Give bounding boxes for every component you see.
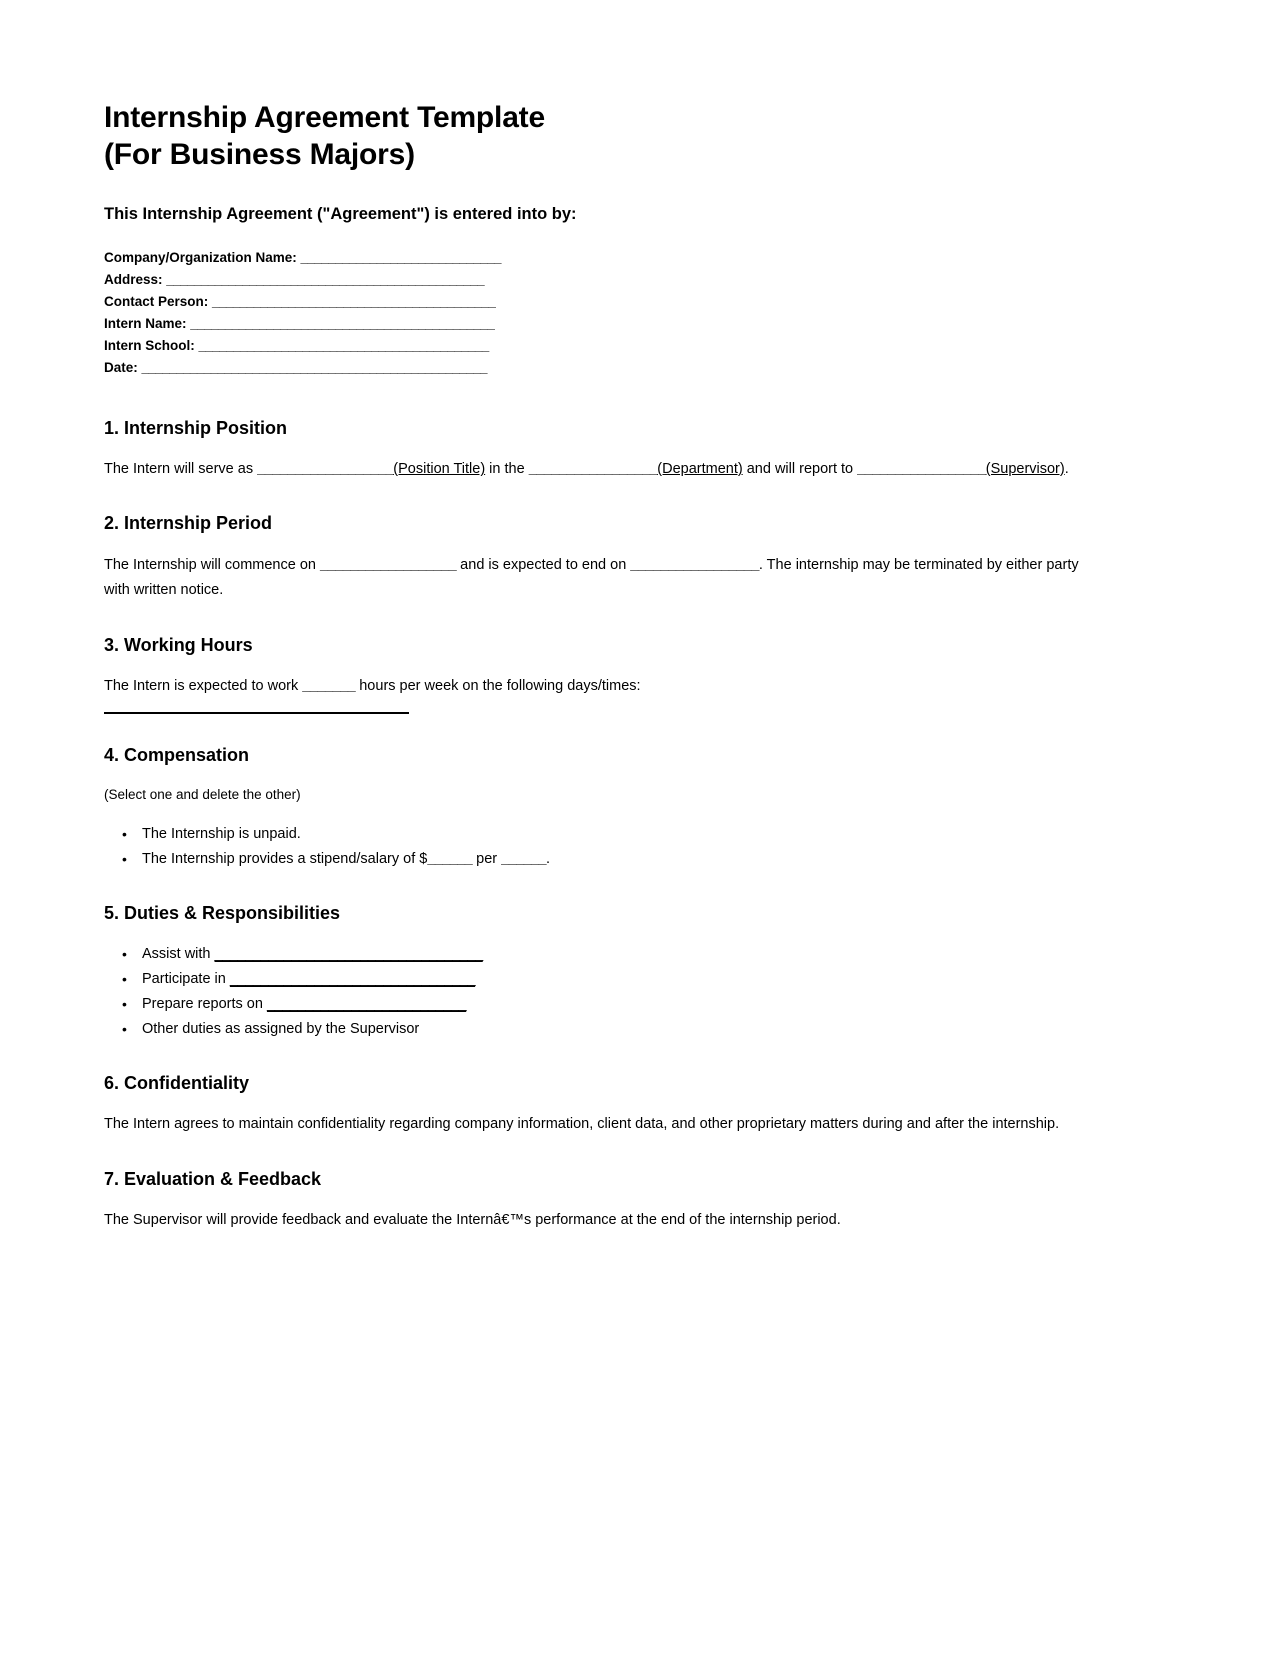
field-label-date: Date: <box>104 359 138 375</box>
field-label-address: Address: <box>104 272 163 288</box>
section-text-period <box>104 553 1079 604</box>
title-line-1: Internship Agreement Template <box>104 101 545 134</box>
position-label-title: (Position Title) <box>393 461 486 478</box>
title-line-2: (For Business Majors) <box>104 137 415 171</box>
compensation-option-1-text-1: The Internship is unpaid. <box>142 825 301 842</box>
section-heading-confidentiality: 6. Confidentiality <box>104 1072 250 1093</box>
section-heading-duties: 5. Duties & Responsibilities <box>104 902 341 923</box>
field-row-address <box>104 269 1079 291</box>
duty-1-blank[interactable]: ___________________________________ <box>214 946 483 963</box>
list-item[interactable] <box>142 847 1079 872</box>
position-text-2: in the <box>485 461 529 478</box>
page-title <box>104 100 1079 173</box>
position-text-1: The Intern will serve as <box>104 461 258 478</box>
section-heading-period: 2. Internship Period <box>104 513 273 534</box>
position-label-supervisor: (Supervisor) <box>985 461 1065 478</box>
section-text-evaluation: The Supervisor will provide feedback and evaluate the Internâ€™s performance at the end of the internship period. <box>104 1212 841 1229</box>
compensation-option-2-text-2: per <box>472 850 502 867</box>
position-blank-supervisor[interactable]: _________________ <box>857 461 986 478</box>
position-blank-department[interactable]: _________________ <box>528 461 658 478</box>
compensation-option-2-blank-amount[interactable]: ______ <box>427 850 473 867</box>
list-item[interactable] <box>142 822 1079 847</box>
period-text-3: . The internship may be terminated by either party with written notice. <box>104 556 1079 599</box>
duty-1-text: Assist with <box>142 946 215 963</box>
section-heading-hours: 3. Working Hours <box>104 634 253 655</box>
period-text-2: and is expected to end on <box>456 556 631 573</box>
section-text-hours <box>104 674 1079 713</box>
compensation-option-2-text-3: . <box>545 850 550 867</box>
section-heading-compensation: 4. Compensation <box>104 744 250 765</box>
duties-list <box>104 942 1079 1042</box>
field-row-company <box>104 247 1079 269</box>
field-label-company: Company/Organization Name: <box>104 250 297 266</box>
field-row-intern-name <box>104 313 1079 335</box>
section-working-hours <box>104 634 1079 714</box>
field-blank-date[interactable]: __________________________________________________ <box>141 359 487 375</box>
duty-3-blank[interactable]: __________________________ <box>266 995 467 1012</box>
field-row-contact-person <box>104 291 1079 313</box>
list-item[interactable] <box>142 967 1079 992</box>
field-row-intern-school <box>104 335 1079 357</box>
list-item[interactable] <box>142 1017 1079 1042</box>
document-body <box>104 100 1079 1234</box>
list-item[interactable] <box>142 992 1079 1017</box>
hours-text-2: hours per week on the following days/times: <box>355 678 641 695</box>
position-label-department: (Department) <box>657 461 743 478</box>
section-text-position <box>104 457 1079 482</box>
hours-blank-schedule-rule[interactable] <box>104 712 409 714</box>
field-label-intern-school: Intern School: <box>104 337 195 353</box>
section-text-confidentiality: The Intern agrees to maintain confidentiality regarding company information, client data, and other proprietary matters during and after the internship. <box>104 1116 1060 1133</box>
field-label-intern-name: Intern Name: <box>104 316 187 332</box>
agreement-lead-text: This Internship Agreement ("Agreement") is entered into by: <box>104 205 577 224</box>
duty-3-text: Prepare reports on <box>142 995 267 1012</box>
party-fields-block <box>104 247 1079 378</box>
compensation-option-2-text-1: The Internship provides a stipend/salary of $ <box>142 850 428 867</box>
section-heading-evaluation: 7. Evaluation & Feedback <box>104 1168 322 1189</box>
list-item[interactable] <box>142 942 1079 967</box>
compensation-option-2-blank-period[interactable]: ______ <box>501 850 546 867</box>
section-confidentiality <box>104 1072 1079 1138</box>
field-blank-intern-school[interactable]: __________________________________________ <box>198 337 489 353</box>
period-blank-start-date[interactable]: __________________ <box>320 556 457 573</box>
section-duties-responsibilities <box>104 902 1079 1042</box>
section-internship-period <box>104 512 1079 603</box>
position-blank-title[interactable]: __________________ <box>257 461 394 478</box>
section-heading-position: 1. Internship Position <box>104 417 288 438</box>
field-blank-intern-name[interactable]: ____________________________________________ <box>190 316 495 332</box>
compensation-options-list <box>104 822 1079 872</box>
duty-2-blank[interactable]: ________________________________ <box>229 971 476 988</box>
duty-4-text: Other duties as assigned by the Supervisor <box>142 1020 420 1037</box>
section-compensation <box>104 744 1079 872</box>
field-row-date <box>104 357 1079 379</box>
section-internship-position <box>104 417 1079 483</box>
field-blank-contact-person[interactable]: _________________________________________ <box>212 294 496 310</box>
hours-text-1: The Intern is expected to work <box>104 678 303 695</box>
compensation-note: (Select one and delete the other) <box>104 787 301 803</box>
position-text-4: . <box>1064 461 1069 478</box>
section-evaluation-feedback <box>104 1168 1079 1234</box>
hours-blank-count[interactable]: _______ <box>302 678 356 695</box>
field-blank-address[interactable]: ______________________________________________ <box>166 272 485 288</box>
field-label-contact-person: Contact Person: <box>104 294 209 310</box>
period-text-1: The Internship will commence on <box>104 556 320 573</box>
position-text-3: and will report to <box>742 461 858 478</box>
field-blank-company[interactable]: _____________________________ <box>300 250 501 266</box>
period-blank-end-date[interactable]: _________________ <box>630 556 759 573</box>
duty-2-text: Participate in <box>142 971 230 988</box>
